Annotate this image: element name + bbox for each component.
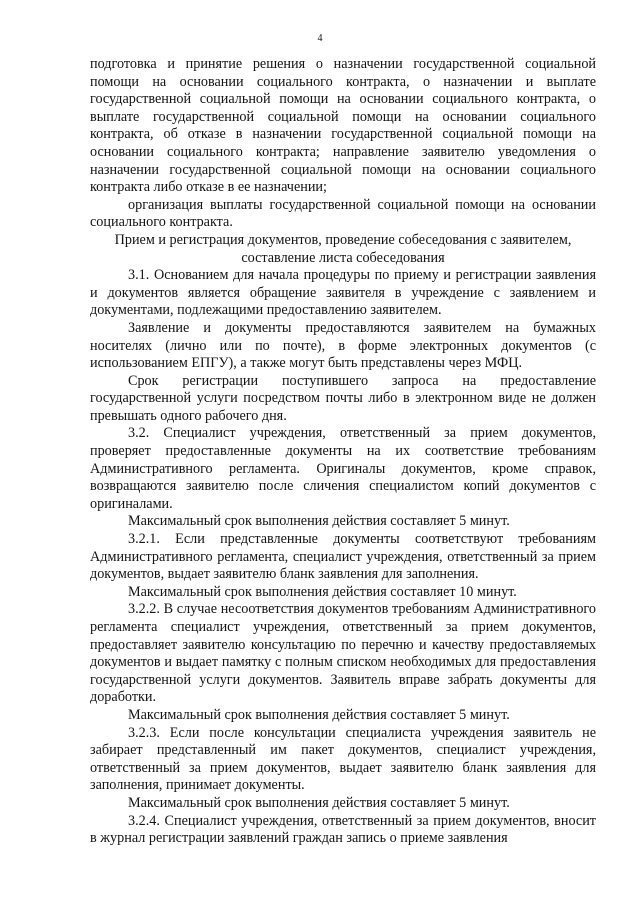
paragraph-3-2-1: 3.2.1. Если представленные документы соответствуют требованиям Административного регламента, специалист учреждения, ответственный за прием документов, выдает заявителю бланк заявления для заполнения. bbox=[90, 531, 596, 583]
paragraph-task-list-continued: подготовка и принятие решения о назначении государственной социальной помощи на основании социального контракта, о назначении и выплате государственной социальной помощи на основании социального контракта, о выплате государственной социальной помощи на основании социального контракта, об отказе в назначении государственной социальной помощи на основании социального контракта; направление заявителю уведомления о назначении государственной социальной помощи на основании социального контракта либо отказе в ее назначении; bbox=[90, 56, 596, 196]
page-number: 4 bbox=[317, 33, 323, 44]
paragraph-3-2: 3.2. Специалист учреждения, ответственный за прием документов, проверяет предоставленные документы на их соответствие требованиям Административного регламента. Оригиналы документов, кроме справок, возвращаются заявителю после сличения специалистом копий документов с оригиналами. bbox=[90, 425, 596, 512]
paragraph-max-time-3-2-1: Максимальный срок выполнения действия составляет 10 минут. bbox=[128, 583, 517, 600]
paragraph-max-time-3-2: Максимальный срок выполнения действия составляет 5 минут. bbox=[128, 513, 510, 530]
paragraph-3-2-3: 3.2.3. Если после консультации специалиста учреждения заявитель не забирает представленный им пакет документов, специалист учреждения, ответственный за прием документов, выдает заявителю бланк заявления для заполнения, принимает документы. bbox=[90, 724, 596, 794]
paragraph-3-2-4: 3.2.4. Специалист учреждения, ответственный за прием документов, вносит в журнал регистрации заявлений граждан запись о приеме заявления bbox=[90, 812, 596, 847]
paragraph-3-1: 3.1. Основанием для начала процедуры по приему и регистрации заявления и документов является обращение заявителя в учреждение с заявлением и документами, подлежащими предоставлению заявителем. bbox=[90, 267, 596, 319]
paragraph-3-2-2: 3.2.2. В случае несоответствия документов требованиям Административного регламента специалист учреждения, ответственный за прием документов, предоставляет заявителю консультацию по перечню и качеству предоставляемых документов и выдает памятку с полным списком необходимых для предоставления государственной услуги документов. Заявитель вправе забрать документы для доработки. bbox=[90, 601, 596, 706]
paragraph-submission-methods: Заявление и документы предоставляются заявителем на бумажных носителях (лично или по почте), в форме электронных документов (с использованием ЕПГУ), а также могут быть представлены через МФЦ. bbox=[90, 319, 596, 372]
paragraph-max-time-3-2-2: Максимальный срок выполнения действия составляет 5 минут. bbox=[128, 706, 510, 723]
paragraph-max-time-3-2-3: Максимальный срок выполнения действия составляет 5 минут. bbox=[128, 794, 510, 811]
section-heading: Прием и регистрация документов, проведение собеседования с заявителем, составление листа собеседования bbox=[114, 231, 572, 266]
document-body bbox=[90, 56, 596, 848]
paragraph-registration-term: Срок регистрации поступившего запроса на предоставление государственной услуги посредством почты либо в электронном виде не должен превышать одного рабочего дня. bbox=[90, 372, 596, 424]
paragraph-payment-organization: организация выплаты государственной социальной помощи на основании социального контракта. bbox=[90, 196, 596, 231]
